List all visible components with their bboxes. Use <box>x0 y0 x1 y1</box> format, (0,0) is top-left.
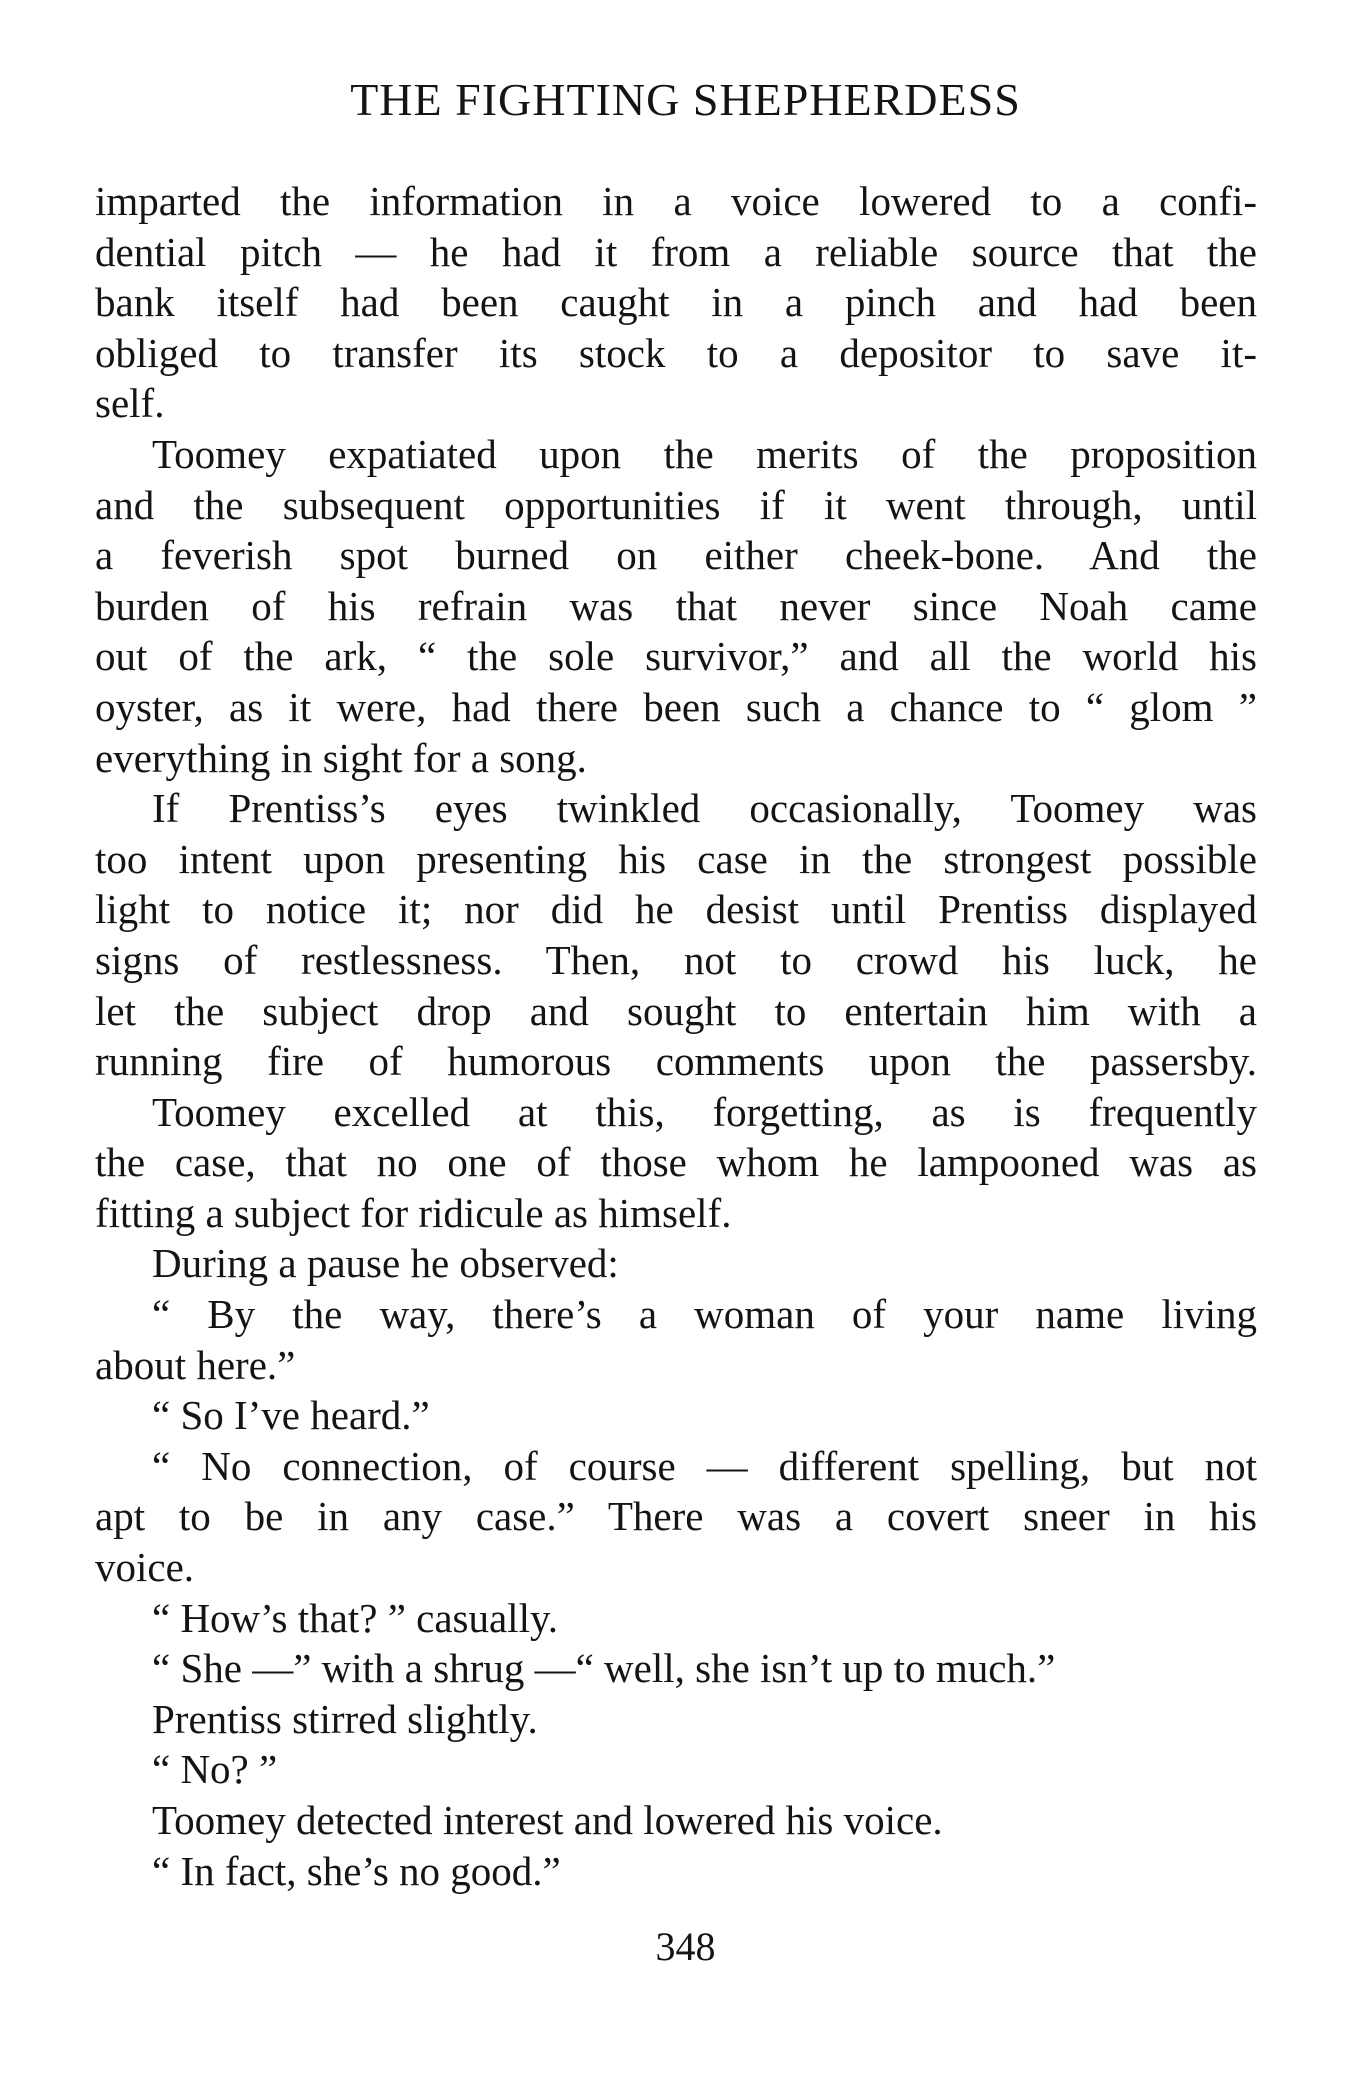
text-line: During a pause he observed: <box>152 1240 619 1287</box>
text-line: Toomey excelled at this, forgetting, as is frequently <box>152 1088 1257 1135</box>
body-text <box>95 176 1257 1896</box>
text-line: “ No? ” <box>152 1746 278 1793</box>
text-line: “ No connection, of course — different spelling, but not <box>152 1442 1257 1489</box>
text-line: everything in sight for a song. <box>95 734 587 781</box>
text-line: Toomey detected interest and lowered his voice. <box>152 1797 943 1843</box>
text-line: running fire of humorous comments upon the passersby. <box>95 1038 1257 1085</box>
text-line: Prentiss stirred slightly. <box>152 1695 538 1742</box>
running-head: THE FIGHTING SHEPHERDESS <box>350 74 1021 125</box>
text-line: “ She —” with a shrug —“ well, she isn’t up to much.” <box>152 1645 1056 1692</box>
text-line: “ In fact, she’s no good.” <box>152 1847 561 1894</box>
text-line: “ So I’ve heard.” <box>152 1392 430 1439</box>
text-line: fitting a subject for ridicule as himself. <box>95 1189 732 1236</box>
text-line: burden of his refrain was that never since Noah came <box>95 582 1257 629</box>
text-line: light to notice it; nor did he desist until Prentiss displayed <box>95 886 1257 933</box>
text-line: too intent upon presenting his case in the strongest possible <box>95 835 1257 882</box>
text-line: let the subject drop and sought to entertain him with a <box>95 987 1257 1034</box>
text-line: Toomey expatiated upon the merits of the proposition <box>152 430 1257 477</box>
text-line: “ How’s that? ” casually. <box>152 1594 559 1641</box>
text-line: bank itself had been caught in a pinch and had been <box>95 279 1257 326</box>
text-line: “ By the way, there’s a woman of your name living <box>152 1291 1257 1338</box>
text-line: apt to be in any case.” There was a covert sneer in his <box>95 1493 1257 1540</box>
text-line: dential pitch — he had it from a reliable source that the <box>95 228 1257 275</box>
text-line: self. <box>95 380 165 427</box>
text-line: about here.” <box>95 1341 296 1388</box>
text-line: imparted the information in a voice lowered to a confi- <box>95 178 1257 224</box>
page-number: 348 <box>655 1924 716 1969</box>
text-line: out of the ark, “ the sole survivor,” and all the world his <box>95 633 1257 680</box>
text-line: obliged to transfer its stock to a depositor to save it- <box>95 329 1257 376</box>
text-line: a feverish spot burned on either cheek-bone. And the <box>95 532 1257 579</box>
text-line: signs of restlessness. Then, not to crowd his luck, he <box>95 936 1257 983</box>
text-line: oyster, as it were, had there been such a chance to “ glom ” <box>95 683 1257 730</box>
text-line: If Prentiss’s eyes twinkled occasionally, Toomey was <box>152 785 1257 832</box>
text-line: and the subsequent opportunities if it went through, until <box>95 481 1257 528</box>
text-line: the case, that no one of those whom he lampooned was as <box>95 1139 1257 1186</box>
text-line: voice. <box>95 1544 195 1591</box>
